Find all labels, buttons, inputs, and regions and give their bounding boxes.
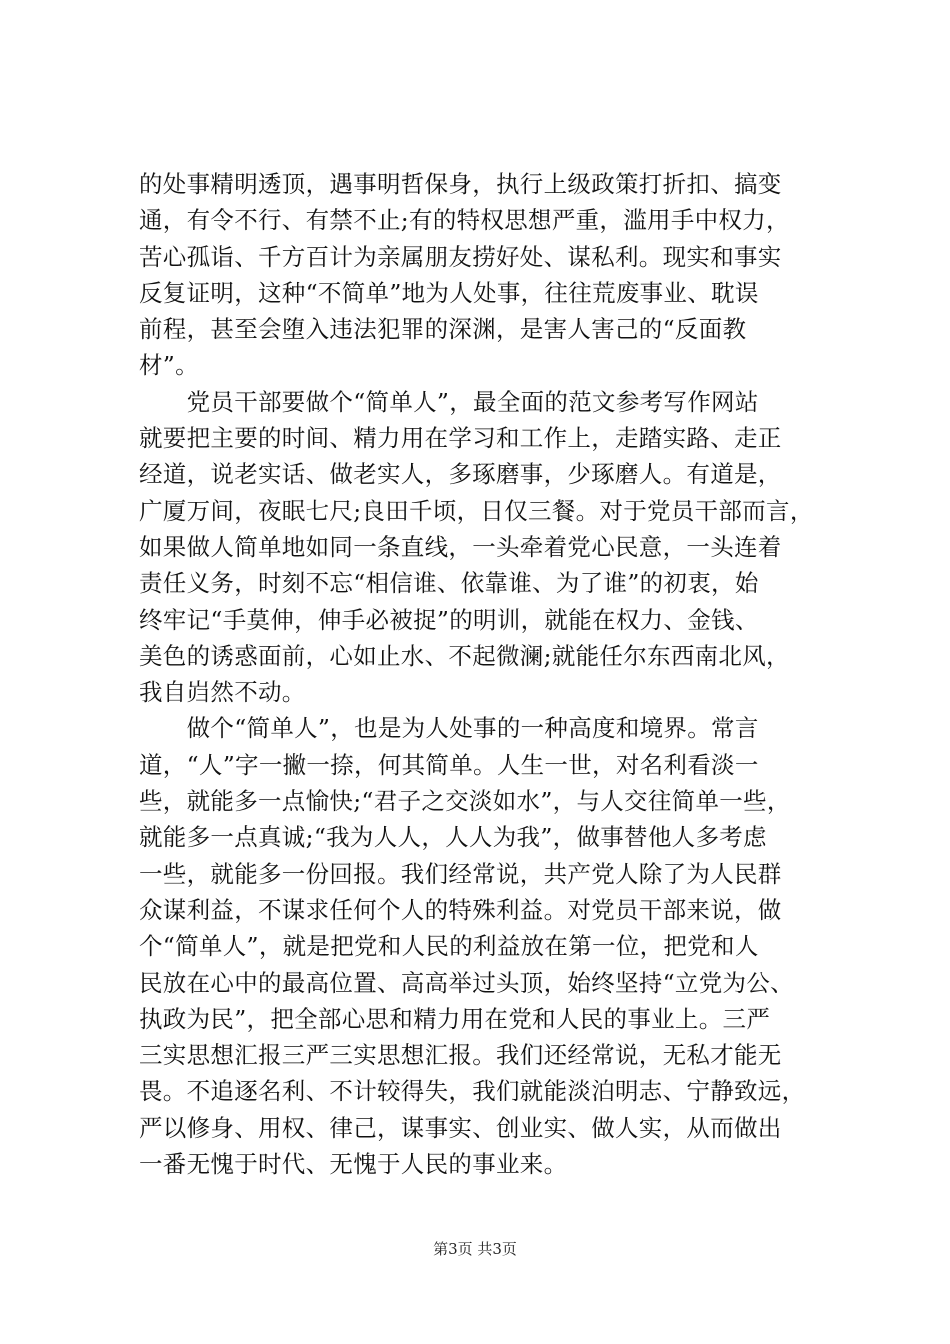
text-line: 众谋利益，不谋求任何个人的特殊利益。对党员干部来说，做 xyxy=(139,895,782,924)
text-line: 些，就能多一点愉快;“君子之交淡如水”，与人交往简单一些， xyxy=(139,787,791,816)
text-line: 个“简单人”，就是把党和人民的利益放在第一位，把党和人 xyxy=(139,932,759,961)
text-line: 就要把主要的时间、精力用在学习和工作上，走踏实路、走正 xyxy=(139,424,782,453)
text-line: 一些，就能多一份回报。我们经常说，共产党人除了为人民群 xyxy=(139,859,782,888)
text-line: 就能多一点真诚;“我为人人，人人为我”，做事替他人多考虑 xyxy=(139,823,767,852)
text-line: 我自岿然不动。 xyxy=(139,678,306,707)
text-line: 执政为民”，把全部心思和精力用在党和人民的事业上。三严 xyxy=(139,1004,771,1033)
text-line: 材”。 xyxy=(139,351,199,380)
page-number: 第3页 共3页 xyxy=(433,1240,517,1258)
text-line: 通，有令不行、有禁不止;有的特权思想严重，滥用手中权力， xyxy=(139,206,790,235)
body-text xyxy=(139,166,839,1182)
text-line: 道，“人”字一撇一捺，何其简单。人生一世，对名利看淡一 xyxy=(139,750,759,779)
text-line: 广厦万间，夜眠七尺;良田千顷，日仅三餐。对于党员干部而言， xyxy=(139,496,814,525)
text-line: 一番无愧于时代、无愧于人民的事业来。 xyxy=(139,1150,568,1179)
text-line: 民放在心中的最高位置、高高举过头顶，始终坚持“立党为公、 xyxy=(139,968,794,997)
text-line: 前程，甚至会堕入违法犯罪的深渊，是害人害己的“反面教 xyxy=(139,315,747,344)
text-line: 的处事精明透顶，遇事明哲保身，执行上级政策打折扣、搞变 xyxy=(139,170,782,198)
text-line: 美色的诱惑面前，心如止水、不起微澜;就能任尔东西南北风， xyxy=(139,641,790,670)
text-line: 经道，说老实话、做老实人，多琢磨事，少琢磨人。有道是， xyxy=(139,460,782,489)
text-line: 终牢记“手莫伸，伸手必被捉”的明训，就能在权力、金钱、 xyxy=(139,605,759,634)
text-line: 三实思想汇报三严三实思想汇报。我们还经常说，无私才能无 xyxy=(139,1041,782,1070)
text-line: 党员干部要做个“简单人”，最全面的范文参考写作网站 xyxy=(139,387,759,416)
text-line: 苦心孤诣、千方百计为亲属朋友捞好处、谋私利。现实和事实 xyxy=(139,242,782,271)
text-line: 反复证明，这种“不简单”地为人处事，往往荒废事业、耽误 xyxy=(139,278,759,307)
text-line: 责任义务，时刻不忘“相信谁、依靠谁、为了谁”的初衷，始 xyxy=(139,569,759,598)
page-footer xyxy=(0,1238,950,1259)
text-line: 如果做人简单地如同一条直线，一头牵着党心民意，一头连着 xyxy=(139,532,782,561)
text-line: 畏。不追逐名利、不计较得失，我们就能淡泊明志、宁静致远， xyxy=(139,1077,806,1106)
text-line: 严以修身、用权、律己，谋事实、创业实、做人实，从而做出 xyxy=(139,1113,782,1142)
text-line: 做个“简单人”，也是为人处事的一种高度和境界。常言 xyxy=(139,714,759,743)
